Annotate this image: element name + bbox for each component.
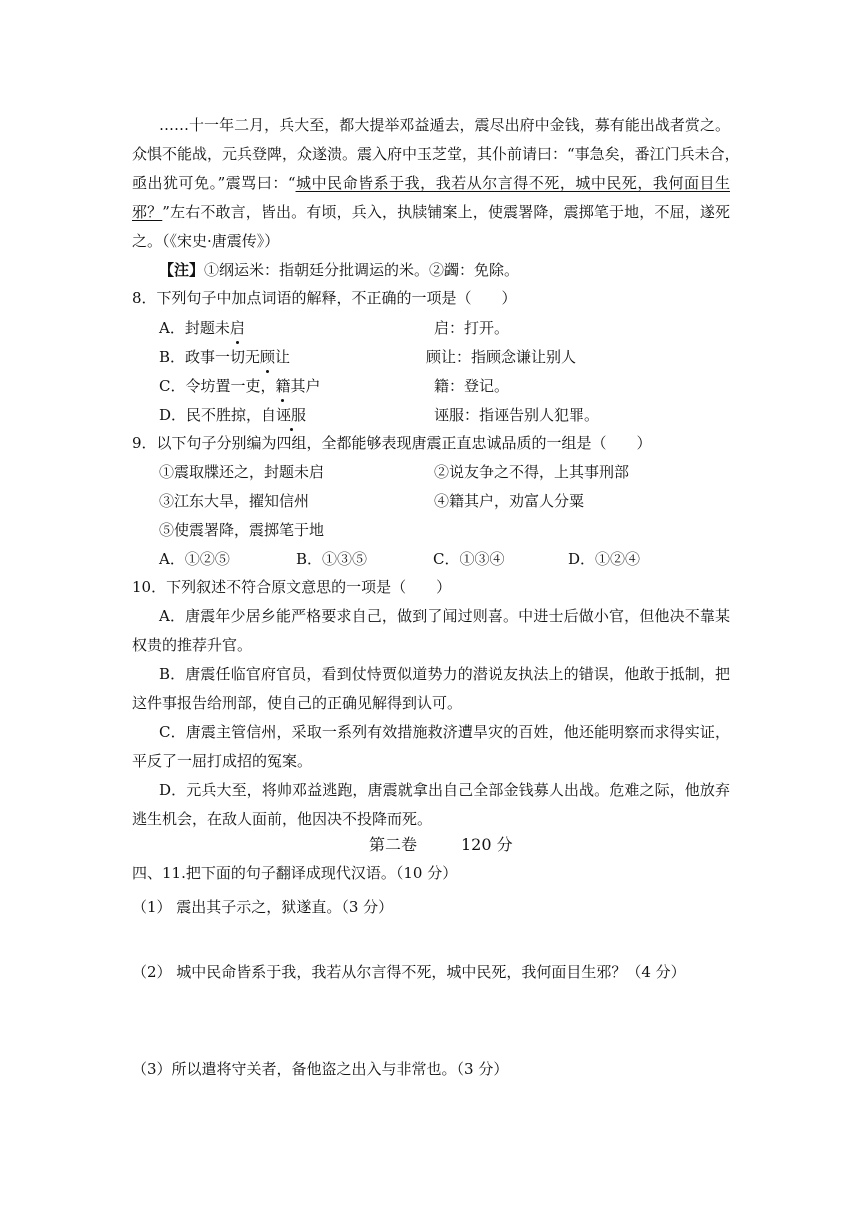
q8-option-d[interactable] (159, 405, 306, 425)
passage-text: 亟出犹可免。”震骂曰：“ (132, 174, 296, 192)
dotted-word: 顾 (260, 348, 276, 366)
dotted-word: 启 (229, 319, 245, 337)
q10-option-b-cont: 这件事报告给刑部，使自己的正确见解得到认可。 (132, 694, 463, 712)
dotted-word: 诬服 (276, 406, 307, 424)
option-text: C．令坊置一吏， (159, 377, 276, 395)
footnote-bracket: 【注】 (159, 261, 205, 279)
q10-option-d[interactable]: D．元兵大至，将帅邓益逃跑，唐震就拿出自己全部金钱募人出战。危难之际，他放弃 (159, 781, 730, 799)
passage-text: ”左右不敢言，皆出。有顷，兵入，执牍铺案上，使震署降，震掷笔于地，不屈，遂死 (162, 203, 730, 221)
q10-option-a[interactable]: A．唐震年少居乡能严格要求自己，做到了闻过则喜。中进士后做小官，但他决不靠某 (159, 607, 730, 625)
q9-choice-d[interactable]: D．①②④ (568, 550, 641, 568)
q10-option-b[interactable]: B．唐震任临官府官员，看到仗恃贾似道势力的潜说友执法上的错误，他敢于抵制，把 (159, 665, 730, 683)
question-9-stem: 9．以下句子分别编为四组，全都能够表现唐震正直忠诚品质的一组是（ ） (132, 434, 652, 452)
passage-line (132, 173, 730, 193)
q8-gloss-c: 籍：登记。 (434, 377, 510, 395)
option-text: A．封题未 (159, 319, 230, 337)
q11-sentence-2: （2） 城中民命皆系于我，我若从尔言得不死，城中民死，我何面目生邪？（4 分） (132, 963, 686, 981)
q9-item: ③江东大旱，擢知信州 (159, 492, 310, 510)
footnote-text: ①纲运米：指朝廷分批调运的米。②蠲：免除。 (204, 261, 520, 279)
q8-option-a[interactable] (159, 318, 245, 338)
footnote (159, 260, 519, 280)
q10-option-c[interactable]: C．唐震主管信州，采取一系列有效措施救济遭旱灾的百姓，他还能明察而求得实证， (159, 723, 730, 741)
q9-item: ①震取牒还之，封题未启 (159, 463, 325, 481)
question-8-stem: 8．下列句子中加点词语的解释，不正确的一项是（ ） (132, 289, 517, 307)
q9-item: ②说友争之不得，上其事刑部 (434, 463, 630, 481)
option-text: 让 (275, 348, 291, 366)
option-text: B．政事一切无 (159, 348, 261, 366)
passage-line: ……十一年二月，兵大至，都大提举邓益遁去，震尽出府中金钱，募有能出战者赏之。 (159, 116, 730, 134)
q8-gloss-b: 顾让：指顾念谦让别人 (426, 348, 577, 366)
q9-choice-a[interactable]: A．①②⑤ (159, 550, 230, 568)
question-10-stem: 10．下列叙述不符合原文意思的一项是（ ） (132, 578, 452, 596)
passage-line: 之。（《宋史·唐震传》） (132, 232, 280, 250)
q10-option-d-cont: 逃生机会，在敌人面前，他因决不投降而死。 (132, 810, 433, 828)
option-text: 其户 (290, 377, 321, 395)
q10-option-c-cont: 平反了一屈打成招的冤案。 (132, 752, 313, 770)
option-text: D．民不胜掠，自 (159, 406, 277, 424)
q8-option-c[interactable] (159, 376, 321, 396)
passage-line: 众惧不能战，元兵登陴，众遂溃。震入府中玉芝堂，其仆前请曰：“事急矣，番江门兵未合， (132, 145, 740, 163)
underlined-sentence: 邪？ (132, 203, 163, 221)
underlined-sentence: 城中民命皆系于我，我若从尔言得不死，城中民死，我何面目生 (295, 174, 730, 192)
q11-sentence-1: （1） 震出其子示之，狱遂直。（3 分） (132, 898, 394, 916)
q11-sentence-3: （3）所以遣将守关者，备他盗之出入与非常也。（3 分） (132, 1060, 509, 1078)
part-two-title: 第二卷 (369, 835, 418, 854)
q9-item: ④籍其户，劝富人分粟 (434, 492, 585, 510)
q8-gloss-d: 诬服：指诬告别人犯罪。 (434, 406, 600, 424)
q9-choice-c[interactable]: C．①③④ (433, 550, 505, 568)
q8-option-b[interactable] (159, 347, 290, 367)
q9-item: ⑤使震署降，震掷笔于地 (159, 521, 325, 539)
passage-line (132, 202, 730, 222)
q9-choice-b[interactable]: B．①③⑤ (296, 550, 368, 568)
part-two-score: 120 分 (461, 835, 513, 854)
q8-gloss-a: 启：打开。 (434, 319, 510, 337)
question-11-stem: 四、11.把下面的句子翻译成现代汉语。（10 分） (132, 864, 458, 882)
dotted-word: 籍 (275, 377, 291, 395)
q10-option-a-cont: 权贵的推荐升官。 (132, 636, 253, 654)
